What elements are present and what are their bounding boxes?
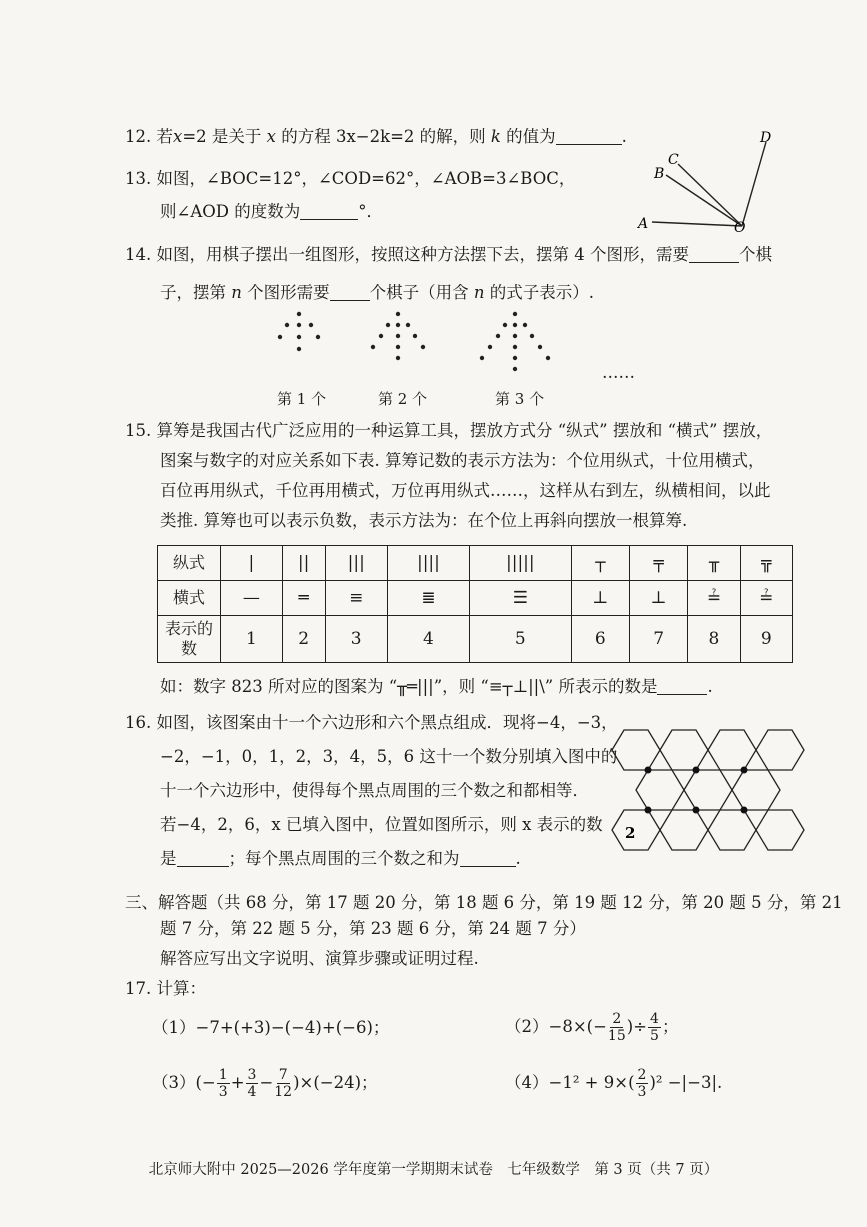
question-text: °． [358,202,383,221]
rod-horizontal: ≟ [688,581,740,616]
question-17-title [125,978,206,1000]
section-3-heading-cont: 题 7 分，第 22 题 5 分，第 23 题 6 分，第 24 题 7 分） [160,919,586,938]
numerator: 1 [218,1067,228,1083]
problem-17-2 [505,1008,678,1046]
expr: （3）(− [152,1073,216,1092]
question-text: 计算： [156,979,206,998]
ray-OD [742,142,766,226]
question-text: 如图，∠BOC=12°，∠COD=62°，∠AOB=3∠BOC， [156,169,576,188]
denominator: 3 [218,1084,228,1100]
expr: )² −|−3|. [649,1073,723,1092]
rod-value: 6 [571,616,629,663]
rod-horizontal: ═ [282,581,325,616]
expr: + [230,1073,245,1092]
punctuation: . [621,127,627,146]
expr: − [259,1073,274,1092]
hexagon-cell [612,730,660,770]
hexagon-cell [612,810,660,850]
rod-horizontal: ☰ [469,581,571,616]
ray-OA [652,222,742,226]
question-15-example [160,676,713,698]
answer-blank[interactable] [657,678,707,695]
question-text: =2 是关于 [182,127,262,146]
rod-value: 7 [629,616,687,663]
question-15-line4: 类推. 算筹也可以表示负数，表示方法为：在个位上再斜向摆放一根算筹. [160,511,688,530]
section-3-instructions: 解答应写出文字说明、演算步骤或证明过程. [160,949,479,968]
problem-17-1: （1）−7+(+3)−(−4)+(−6)； [152,1018,390,1037]
answer-blank[interactable] [300,203,358,220]
table-row [158,546,793,581]
variable-n: n [473,283,485,302]
variable-n: n [231,283,242,302]
question-16-line2: −2，−1，0，1，2，3，4，5，6 这十一个数分别填入图中的 [160,747,618,766]
question-text: 的值为 [506,127,556,146]
rod-value: 4 [387,616,469,663]
denominator: 12 [274,1084,293,1100]
numerator: 2 [637,1067,647,1083]
numerator: 4 [650,1011,659,1027]
problem-17-4 [505,1064,722,1102]
question-15-line1 [125,420,772,442]
denominator: 3 [637,1084,647,1100]
punctuation: . [515,849,521,868]
rod-value: 9 [740,616,792,663]
rod-vertical: ┬ [571,546,629,581]
variable-x: x [266,127,276,146]
rod-value: 2 [282,616,325,663]
rod-horizontal: ≡ [325,581,387,616]
punctuation: . [707,677,713,696]
rod-vertical: ||| [325,546,387,581]
caption-1: 第 1 个 [277,390,327,408]
question-text: 是 [160,849,177,868]
ray-OB [666,175,742,226]
rod-vertical: ╤ [629,546,687,581]
label-B: B [654,166,665,182]
rod-value: 5 [469,616,571,663]
expr: )×(−24)； [293,1073,378,1092]
rod-horizontal: ≣ [387,581,469,616]
rod-horizontal: ≟ [740,581,792,616]
expr: )÷ [626,1017,648,1036]
hexagon-cell [660,810,708,850]
label-D: D [760,130,772,146]
answer-blank[interactable] [177,850,229,867]
question-15-line3: 百位再用纵式，千位再用横式，万位再用纵式……，这样从右到左，纵横相间，以此 [160,481,771,500]
question-16-line5 [160,848,521,870]
question-text: 如图，该图案由十一个六边形和六个黑点组成．现将−4，−3， [156,713,618,732]
row-head: 表示的数 [158,616,221,663]
expr: ； [661,1017,679,1036]
table-row [158,581,793,616]
answer-blank[interactable] [460,850,516,867]
hexagon-grid [612,730,804,850]
rod-vertical: ╥ [688,546,740,581]
question-13-line1 [125,168,575,190]
hexagon-cell [756,730,804,770]
angle-figure [630,128,780,238]
rod-vertical: || [282,546,325,581]
question-14-line1 [125,244,772,266]
numerator: 2 [612,1011,622,1027]
fraction [608,1011,626,1044]
fraction [274,1067,292,1100]
fraction [246,1067,259,1100]
numerator: 3 [247,1067,257,1083]
rod-vertical: ╦ [740,546,792,581]
question-number: 15. [125,421,152,440]
hexagon-label: 2 [625,824,636,842]
question-12 [125,126,627,148]
label-A: A [638,216,649,232]
section-3-heading: 三、解答题（共 68 分，第 17 题 20 分，第 18 题 6 分，第 19 题 12 分，第 20 题 5 分，第 21 [125,893,843,912]
question-number: 17. [125,979,152,998]
page-footer: 北京师大附中 2025—2026 学年度第一学期期末试卷 七年级数学 第 3 页（共 7 页） [148,1162,719,1178]
question-16-line1 [125,712,618,734]
question-number: 14. [125,245,152,264]
question-number: 13. [125,169,152,188]
denominator: 15 [607,1028,626,1044]
hexagon-cell [684,770,732,810]
question-text: 则∠AOD 的度数为 [160,202,301,221]
pattern-2 [371,312,425,360]
row-head: 横式 [158,581,221,616]
rod-vertical: ||||| [469,546,571,581]
rod-horizontal: ⊥ [629,581,687,616]
question-text: 如：数字 823 所对应的图案为 “╥═|||”，则 “≡┬⊥||\” 所表示的数是 [160,677,658,696]
expr: （4）−1² + 9×( [505,1073,635,1092]
numerator: 7 [278,1067,288,1083]
rod-vertical: | [221,546,283,581]
problem-17-3 [152,1064,378,1102]
question-text: 个棋 [739,245,772,264]
rod-value: 1 [221,616,283,663]
question-text: 算筹是我国古代广泛应用的一种运算工具，摆放方式分 “纵式” 摆放和 “横式” 摆放， [156,421,773,440]
question-16-line3: 十一个六边形中，使得每个黑点周围的三个数之和都相等． [160,781,589,800]
rod-horizontal: ⊥ [571,581,629,616]
fraction [636,1067,649,1100]
expr: （2）−8×(− [505,1017,607,1036]
variable-k: k [490,127,501,146]
caption-3: 第 3 个 [495,390,545,408]
question-15-line2: 图案与数字的对应关系如下表. 算筹记数的表示方法为：个位用纵式，十位用横式， [160,451,765,470]
ellipsis: …… [602,363,635,382]
hexagon-cell [708,810,756,850]
rod-value: 3 [325,616,387,663]
hexagon-cell [660,730,708,770]
fraction [217,1067,230,1100]
hexagon-cell [732,770,780,810]
caption-2: 第 2 个 [378,390,428,408]
question-text: 个棋子（用含 [369,283,469,302]
answer-blank[interactable] [556,128,622,145]
pattern-3 [480,312,550,371]
question-number: 16. [125,713,152,732]
denominator: 4 [247,1084,257,1100]
rod-value: 8 [688,616,740,663]
answer-blank[interactable] [689,246,739,263]
hexagon-cell [708,730,756,770]
label-C: C [668,152,679,168]
question-text: 个图形需要 [247,283,330,302]
rod-vertical: |||| [387,546,469,581]
question-text: 如图，用棋子摆出一组图形，按照这种方法摆下去，摆第 4 个图形，需要 [156,245,689,264]
rod-horizontal: — [221,581,283,616]
hexagon-cell [756,810,804,850]
question-text: 的方程 3x−2k=2 的解，则 [281,127,486,146]
answer-blank[interactable] [330,284,370,301]
ray-OC [678,164,742,226]
question-text: ；每个黑点周围的三个数之和为 [228,849,460,868]
label-O: O [734,220,746,236]
question-number: 12. [125,127,152,146]
variable-x: x [173,127,183,146]
table-row [158,616,793,663]
hexagon-figure [600,718,805,868]
question-text: 子，摆第 [160,283,226,302]
hexagon-cell [636,770,684,810]
question-text: 的式子表示）. [489,283,595,302]
question-14-line2 [160,282,594,304]
question-text: 若 [156,127,173,146]
fraction [648,1011,661,1044]
pattern-1 [278,312,320,351]
question-13-line2 [160,201,383,223]
counting-rods-table [157,545,793,663]
denominator: 5 [650,1028,659,1044]
row-head: 纵式 [158,546,221,581]
question-16-line4: 若−4，2，6，x 已填入图中，位置如图所示，则 x 表示的数 [160,815,603,834]
chess-pattern-figures [260,308,660,378]
